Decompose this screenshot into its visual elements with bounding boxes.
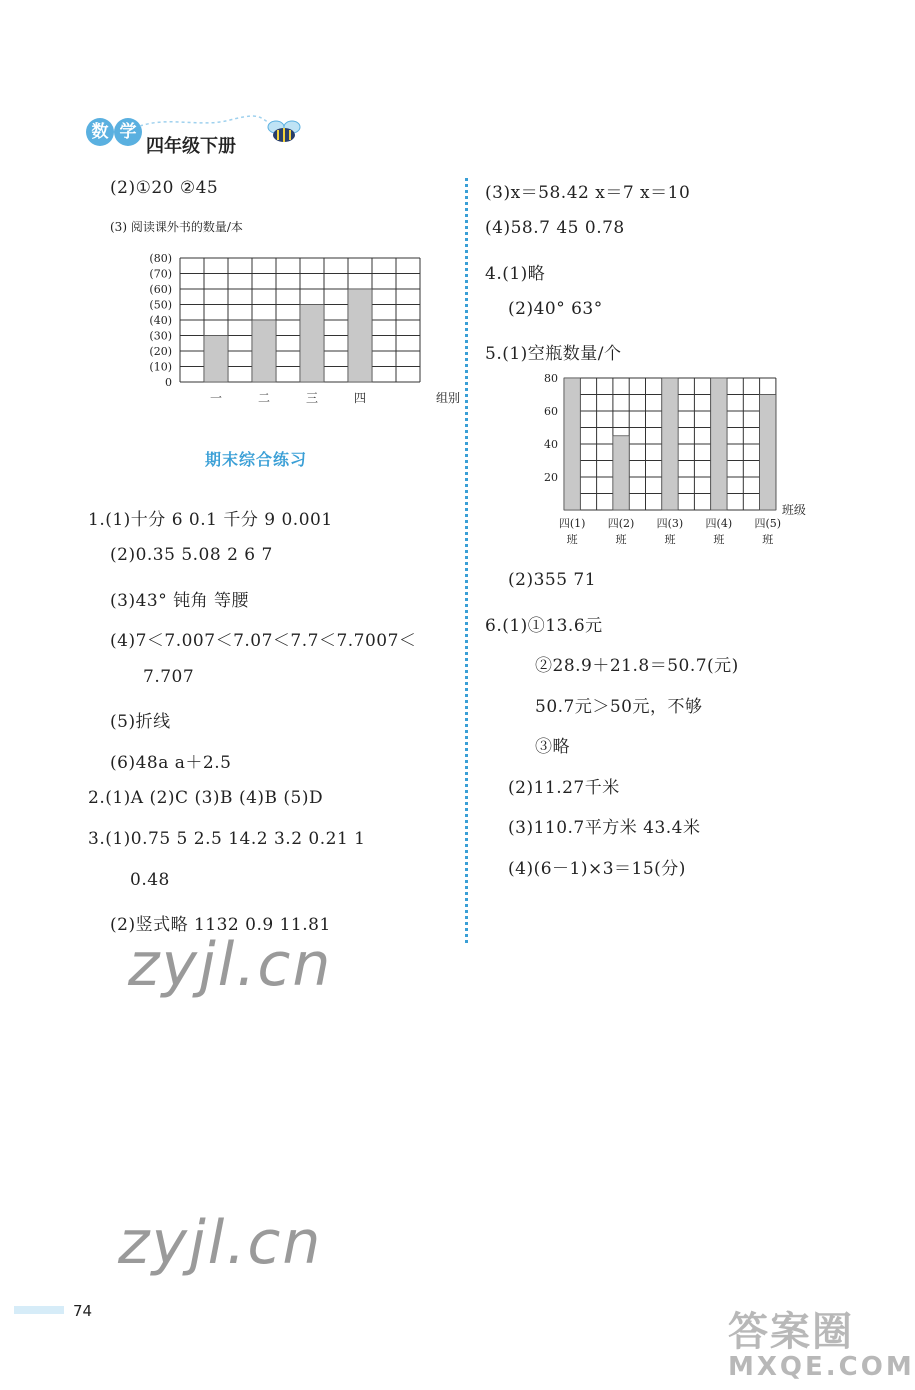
y-tick-label: 80 xyxy=(544,372,558,385)
answer-line: (4)(6－1)×3＝15(分) xyxy=(508,859,686,879)
chart-label: (3) 阅读课外书的数量/本 xyxy=(110,220,243,234)
subject-badge-1: 数 xyxy=(86,118,114,146)
chart-bar xyxy=(564,378,580,510)
y-tick-label: (10) xyxy=(149,360,172,374)
x-tick-label: 四(1) xyxy=(558,517,586,530)
watermark-text: zyjl.cn xyxy=(128,930,333,1000)
y-tick-label: (70) xyxy=(149,267,172,281)
x-tick-label: 一 xyxy=(209,391,223,405)
page-number: 74 xyxy=(73,1302,93,1320)
subject-badge-2: 学 xyxy=(114,118,142,146)
answer-line: (5)折线 xyxy=(110,712,171,732)
x-tick-label: 四(4) xyxy=(705,517,733,530)
chart-bar xyxy=(204,336,228,383)
y-tick-label: 0 xyxy=(165,376,172,389)
chart-bar xyxy=(760,395,776,511)
x-tick-label: 三 xyxy=(305,391,319,405)
y-tick-label: (80) xyxy=(149,252,172,265)
page-footer-bar xyxy=(14,1306,64,1314)
answer-line: (3)43° 钝角 等腰 xyxy=(110,591,250,611)
chart-bar xyxy=(662,378,678,510)
answer-line: (2)竖式略 1132 0.9 11.81 xyxy=(110,915,331,935)
answer-line: (2)①20 ②45 xyxy=(110,178,219,198)
y-tick-label: 60 xyxy=(544,405,558,418)
x-axis-label: 组别 xyxy=(435,391,461,405)
answer-line: 7.707 xyxy=(143,667,195,687)
section-title: 期末综合练习 xyxy=(205,450,308,469)
empty-bottles-chart xyxy=(530,368,820,550)
stamp-top-text: 答案圈 xyxy=(728,1309,854,1355)
answer-line: (6)48a a＋2.5 xyxy=(110,753,232,773)
reading-books-chart xyxy=(110,240,461,410)
x-tick-label: 二 xyxy=(257,391,271,405)
y-tick-label: (20) xyxy=(149,345,172,358)
grade-title: 四年级下册 xyxy=(146,136,236,157)
x-tick-label: 四(5) xyxy=(754,517,782,530)
x-tick-label: 班 xyxy=(713,533,725,546)
answer-line: ②28.9＋21.8＝50.7(元) xyxy=(535,656,739,676)
answer-line: (3)110.7平方米 43.4米 xyxy=(508,818,701,838)
y-tick-label: 40 xyxy=(544,438,558,451)
y-tick-label: 20 xyxy=(544,471,558,484)
x-tick-label: 班 xyxy=(615,533,627,546)
answer-line: 50.7元＞50元，不够 xyxy=(535,697,703,717)
y-tick-label: (30) xyxy=(149,329,172,343)
answer-line: 1.(1)十分 6 0.1 千分 9 0.001 xyxy=(88,510,333,530)
answer-line: 4.(1)略 xyxy=(485,264,546,284)
x-tick-label: 四(2) xyxy=(607,517,635,530)
answer-line: (2)355 71 xyxy=(508,570,597,590)
answer-line: 5.(1)空瓶数量/个 xyxy=(485,344,622,364)
y-tick-label: (40) xyxy=(149,314,172,327)
chart-bar xyxy=(300,305,324,383)
chart-bar xyxy=(252,320,276,382)
stamp-bottom-text: MXQE.COM xyxy=(728,1352,915,1382)
y-tick-label: (60) xyxy=(149,283,172,296)
answer-line: (2)40° 63° xyxy=(508,299,603,319)
answer-line: 0.48 xyxy=(130,870,170,890)
answer-line: 3.(1)0.75 5 2.5 14.2 3.2 0.21 1 xyxy=(88,829,366,849)
answer-line: ③略 xyxy=(535,737,570,757)
decorative-swirl xyxy=(140,114,270,130)
watermark-text: zyjl.cn xyxy=(118,1208,323,1278)
column-divider xyxy=(465,178,468,943)
answer-line: (3)x＝58.42 x＝7 x＝10 xyxy=(485,183,691,203)
watermark-stamp xyxy=(728,1309,915,1382)
answer-line: (4)7＜7.007＜7.07＜7.7＜7.7007＜ xyxy=(110,631,417,651)
x-axis-label: 班级 xyxy=(781,503,806,517)
chart-bar xyxy=(348,289,372,382)
x-tick-label: 班 xyxy=(664,533,676,546)
answer-line: 2.(1)A (2)C (3)B (4)B (5)D xyxy=(88,788,324,808)
answer-line: 6.(1)①13.6元 xyxy=(485,616,603,636)
chart-bar xyxy=(711,378,727,510)
answer-line: (2)0.35 5.08 2 6 7 xyxy=(110,545,273,565)
y-tick-label: (50) xyxy=(149,298,172,312)
x-tick-label: 四(3) xyxy=(656,517,684,530)
x-tick-label: 班 xyxy=(762,533,774,546)
x-tick-label: 班 xyxy=(566,533,578,546)
answer-line: (4)58.7 45 0.78 xyxy=(485,218,625,238)
x-tick-label: 四 xyxy=(353,391,367,405)
answer-line: (2)11.27千米 xyxy=(508,778,620,798)
chart-bar xyxy=(613,436,629,510)
